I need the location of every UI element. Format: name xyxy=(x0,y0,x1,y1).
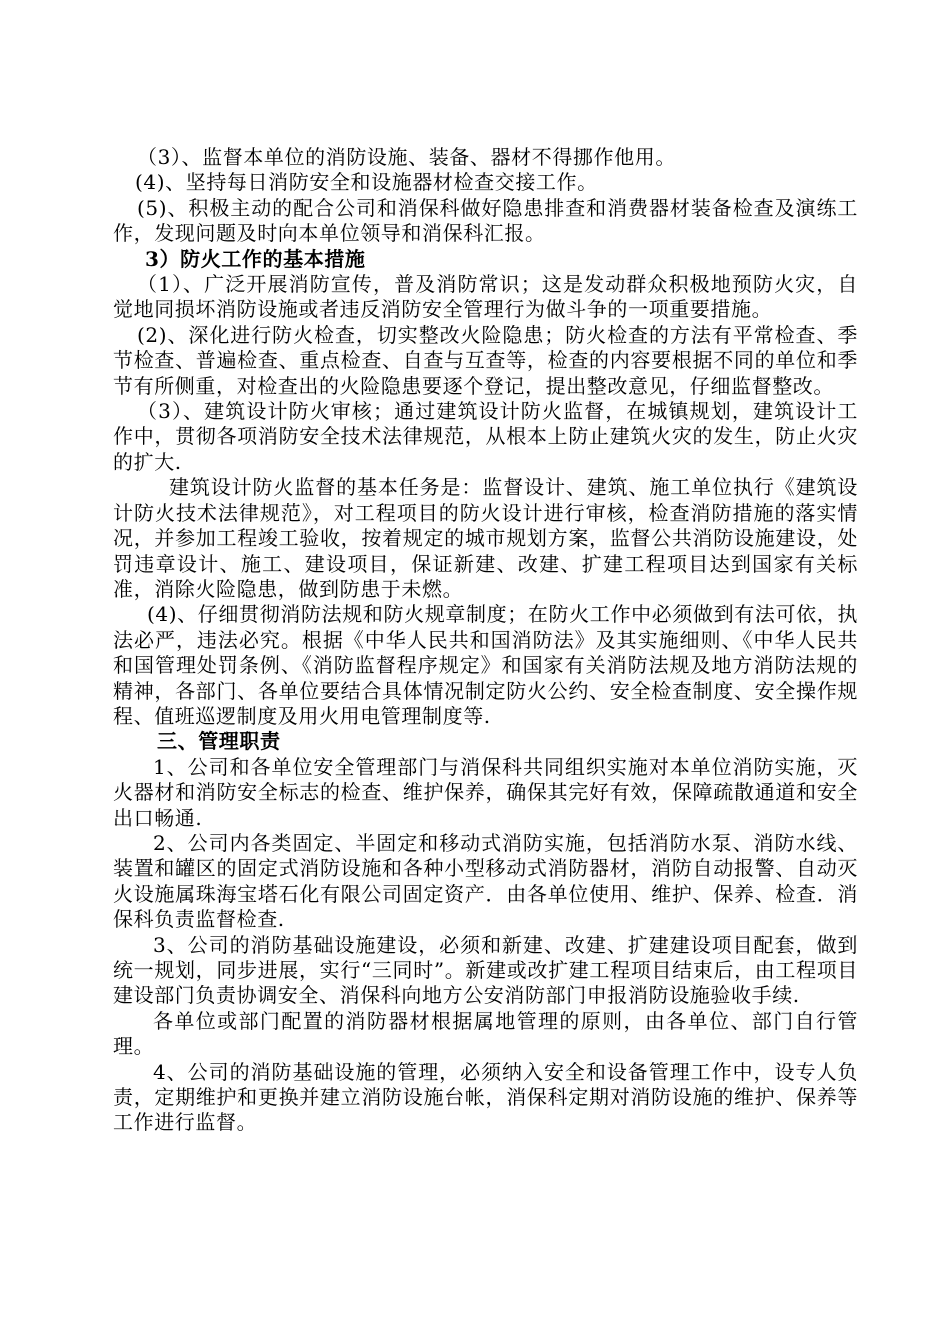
paragraph-measure-2: (2)、深化进行防火检查，切实整改火险隐患；防火检查的方法有平常检查、季节检查、普遍检查、重点检查、自查与互查等，检查的内容要根据不同的单位和季节有所侧重，对检查出的火险隐患要逐个登记，提出整改意见，仔细监督整改。 xyxy=(113,322,858,398)
paragraph-duty-1: 1、公司和各单位安全管理部门与消保科共同组织实施对本单位消防实施，灭火器材和消防安全标志的检查、维护保养，确保其完好有效，保障疏散通道和安全出口畅通. xyxy=(113,754,858,830)
paragraph-duty-4: 4、公司的消防基础设施的管理，必须纳入安全和设备管理工作中，设专人负责，定期维护和更换并建立消防设施台帐，消保科定期对消防设施的维护、保养等工作进行监督。 xyxy=(113,1059,858,1135)
paragraph-item-4: (4)、坚持每日消防安全和设施器材检查交接工作。 xyxy=(135,170,598,195)
paragraph-duty-2: 2、公司内各类固定、半固定和移动式消防实施，包括消防水泵、消防水线、装置和罐区的固定式消防设施和各种小型移动式消防器材，消防自动报警、自动灭火设施属珠海宝塔石化有限公司固定资产．由各单位使用、维护、保养、检查．消保科负责监督检查. xyxy=(113,830,858,932)
paragraph-measure-4: (4)、仔细贯彻消防法规和防火规章制度；在防火工作中必须做到有法可依，执法必严，违法必究。根据《中华人民共和国消防法》及其实施细则、《中华人民共和国管理处罚条例、《消防监督程序规定》和国家有关消防法规及地方消防法规的精神，各部门、各单位要结合具体情况制定防火公约、安全检查制度、安全操作规程、值班巡逻制度及用火用电管理制度等. xyxy=(113,602,858,728)
paragraph-duty-3-note: 各单位或部门配置的消防器材根据属地管理的原则，由各单位、部门自行管理。 xyxy=(113,1008,858,1059)
section-heading-fire-prevention-measures: 3）防火工作的基本措施 xyxy=(145,246,366,271)
section-heading-management-duties: 三、管理职责 xyxy=(157,729,281,754)
paragraph-duty-3: 3、公司的消防基础设施建设，必须和新建、改建、扩建建设项目配套，做到统一规划，同步进展，实行“三同时”。新建或改扩建工程项目结束后，由工程项目建设部门负责协调安全、消保科向地方公安消防部门申报消防设施验收手续. xyxy=(113,932,858,1008)
paragraph-item-5: (5)、积极主动的配合公司和消保科做好隐患排查和消费器材装备检查及演练工作，发现问题及时向本单位领导和消保科汇报。 xyxy=(113,195,858,246)
paragraph-measure-1: （1）、广泛开展消防宣传，普及消防常识；这是发动群众积极地预防火灾，自觉地同损坏消防设施或者违反消防安全管理行为做斗争的一项重要措施。 xyxy=(113,272,858,322)
document-body xyxy=(113,145,858,1136)
paragraph-design-supervision: 建筑设计防火监督的基本任务是：监督设计、建筑、施工单位执行《建筑设计防火技术法律规范》，对工程项目的防火设计进行审核，检查消防措施的落实情况，并参加工程竣工验收，按着规定的城市规划方案，监督公共消防设施建设，处罚违章设计、施工、建设项目，保证新建、改建、扩建工程项目达到国家有关标准，消除火险隐患，做到防患于未燃。 xyxy=(113,475,858,601)
paragraph-item-3: （3）、监督本单位的消防设施、装备、器材不得挪作他用。 xyxy=(137,145,676,169)
paragraph-measure-3: （3）、建筑设计防火审核；通过建筑设计防火监督，在城镇规划，建筑设计工作中，贯彻各项消防安全技术法律规范，从根本上防止建筑火灾的发生，防止火灾的扩大. xyxy=(113,399,858,474)
